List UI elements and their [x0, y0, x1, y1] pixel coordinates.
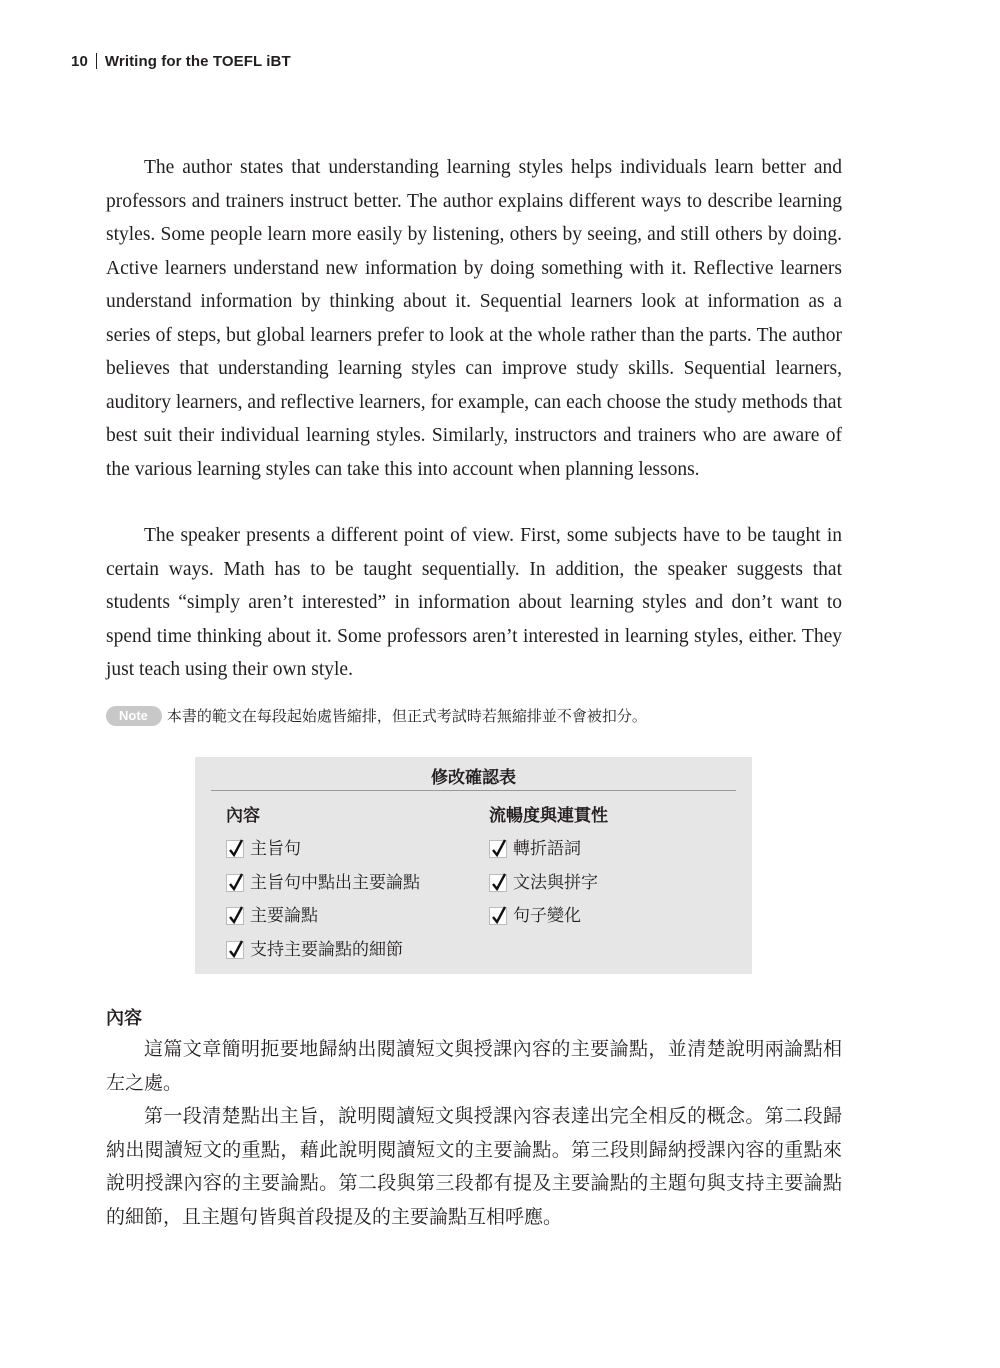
checklist-content-heading: 內容: [226, 806, 260, 826]
analysis-paragraph-1: [106, 1033, 842, 1100]
checklist-item-label: 主旨句: [250, 839, 301, 859]
checklist-item-label: 支持主要論點的細節: [250, 939, 403, 960]
checklist-item: [489, 905, 608, 927]
note: [106, 705, 647, 726]
analysis-paragraph-2: [106, 1100, 842, 1234]
checkbox-checked-icon: [489, 874, 507, 892]
page-header: [71, 50, 291, 72]
checklist-item: [226, 905, 420, 927]
analysis-paragraph-2-text: 第一段清楚點出主旨，說明閱讀短文與授課內容表達出完全相反的概念。第二段歸納出閱讀短文的重點，藉此說明閱讀短文的主要論點。第三段則歸納授課內容的重點來說明授課內容的主要論點。第二段與第三段都有提及主要論點的主題句與支持主要論點的細節，且主題句皆與首段提及的主要論點互相呼應。: [106, 1105, 842, 1228]
checkbox-checked-icon: [226, 874, 244, 892]
essay-paragraph-1-text: The author states that understanding learning styles helps individuals learn better and professors and trainers instruct better. The author explains different ways to describe learning styles. Some people learn more easily by listening, others by seeing, and still others by doing. Active learners understand new information by doing something with it. Reflective learners understand information by thinking about it. Sequential learners look at information as a series of steps, but global learners prefer to look at the whole rather than the parts. The author believes that understanding learning styles can improve study skills. Sequential learners, auditory learners, and reflective learners, for example, can each choose the study methods that best suit their individual learning styles. Similarly, instructors and trainers who are aware of the various learning styles can take this into account when planning lessons.: [106, 157, 842, 480]
checklist-item: [226, 872, 420, 894]
checkbox-checked-icon: [489, 907, 507, 925]
analysis-paragraph-1-text: 這篇文章簡明扼要地歸納出閱讀短文與授課內容的主要論點，並清楚說明兩論點相左之處。: [106, 1038, 842, 1094]
checklist-item-label: 句子變化: [513, 906, 581, 926]
checklist-item: [226, 939, 420, 961]
revision-checklist: [195, 757, 752, 974]
checkbox-checked-icon: [489, 840, 507, 858]
checklist-item-label: 轉折語詞: [513, 839, 581, 859]
checklist-item: [489, 838, 608, 860]
essay-paragraph-2-text: The speaker presents a different point of view. First, some subjects have to be taught in certain ways. Math has to be taught sequentially. In addition, the speaker suggests that students “simply aren’t interested” in information about learning styles and don’t want to spend time thinking about it. Some professors aren’t interested in learning styles, either. They just teach using their own style.: [106, 525, 842, 680]
page-number: 10: [71, 52, 88, 70]
checklist-fluency-column: [489, 805, 608, 939]
note-text: 本書的範文在每段起始處皆縮排，但正式考試時若無縮排並不會被扣分。: [166, 707, 647, 725]
checkbox-checked-icon: [226, 907, 244, 925]
checkbox-checked-icon: [226, 840, 244, 858]
checklist-item-label: 文法與拼字: [513, 872, 598, 893]
note-badge: Note: [106, 706, 162, 726]
checklist-item: [489, 872, 608, 894]
checklist-title: 修改確認表: [431, 768, 516, 788]
checklist-fluency-heading: 流暢度與連貫性: [489, 806, 608, 826]
checklist-item: [226, 838, 420, 860]
checklist-content-column: [226, 805, 420, 972]
essay-paragraph-2: [106, 519, 842, 687]
checklist-item-label: 主要論點: [250, 906, 318, 926]
header-divider: [96, 53, 97, 69]
essay-paragraph-1: [106, 151, 842, 486]
checklist-divider: [211, 790, 736, 791]
analysis-heading: 內容: [106, 1008, 142, 1029]
checklist-item-label: 主旨句中點出主要論點: [250, 872, 420, 893]
checkbox-checked-icon: [226, 941, 244, 959]
book-title: Writing for the TOEFL iBT: [104, 52, 291, 70]
